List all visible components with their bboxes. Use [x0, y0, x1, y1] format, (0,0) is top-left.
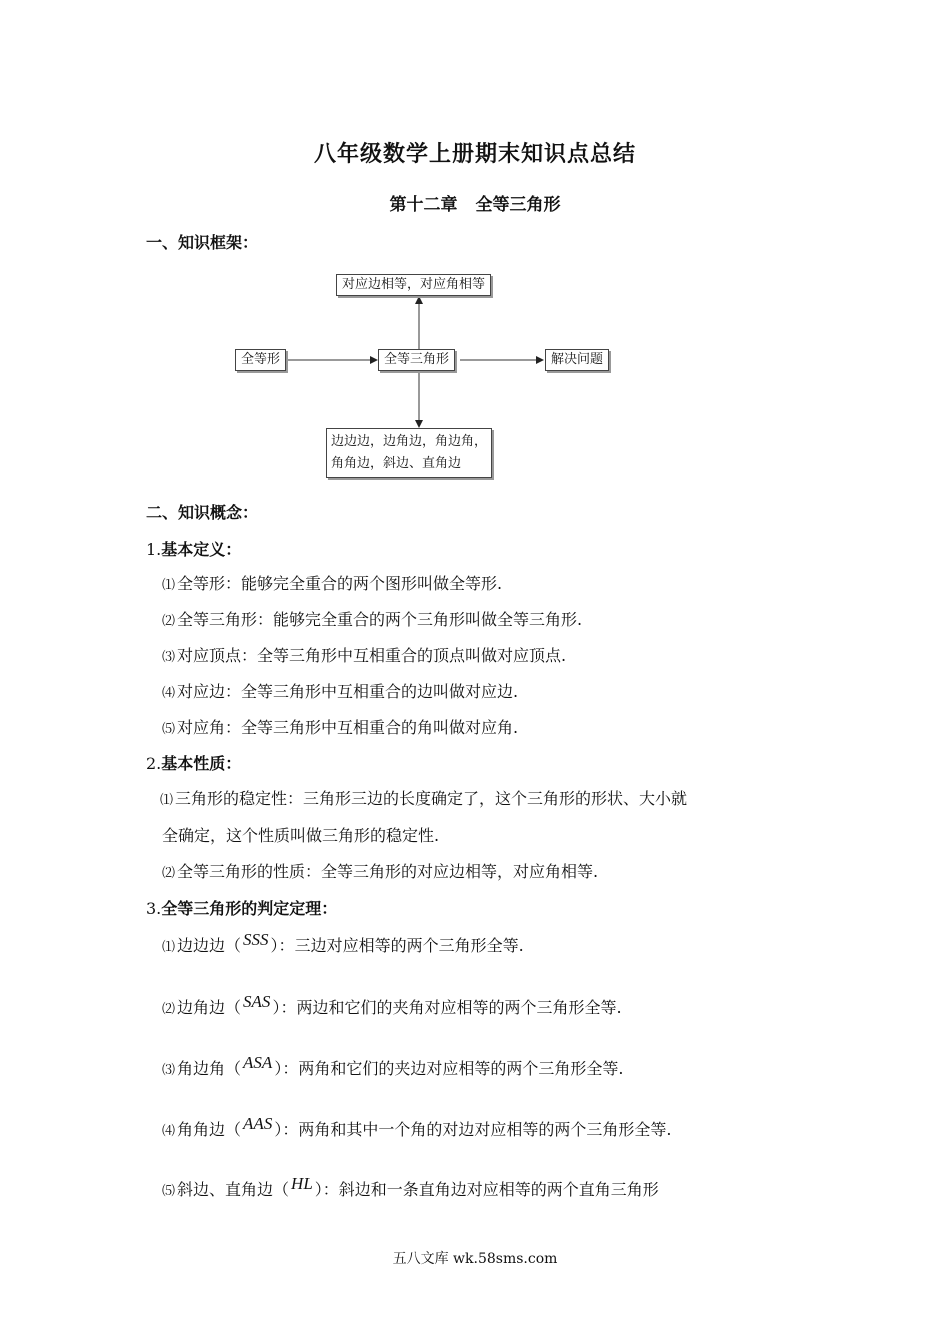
item-number: ⑷ [162, 686, 176, 701]
theorem-item: ⑶ 角边角（ ASA ）：两角和它们的夹边对应相等的两个三角形全等. [162, 1053, 624, 1078]
item-number: ⑴ [162, 940, 176, 955]
theorem-text: 三边对应相等的两个三角形全等. [294, 936, 524, 955]
basic-properties-title: 基本性质： [161, 754, 242, 773]
item-number: ⑴ [160, 793, 174, 808]
item-number: ⑸ [162, 722, 176, 737]
theorem-name: 斜边、直角边 [177, 1180, 274, 1199]
theorems-number: 3. [146, 899, 162, 918]
item-text: 全等形：能够完全重合的两个图形叫做全等形. [177, 574, 503, 593]
chapter-name: 全等三角形 [475, 195, 561, 215]
basic-definitions-title: 基本定义： [161, 540, 242, 559]
item-number: ⑶ [162, 1063, 176, 1078]
item-number: ⑷ [162, 1124, 176, 1139]
item-number: ⑵ [162, 614, 176, 629]
diagram-bottom-line1: 边边边，边角边，角边角， [331, 434, 488, 449]
definition-item [162, 607, 582, 630]
chapter-heading [0, 190, 950, 215]
theorem-abbr: ASA [243, 1053, 273, 1072]
theorem-item: ⑸ 斜边、直角边（ HL ）：斜边和一条直角边对应相等的两个直角三角形 [162, 1174, 659, 1199]
definition-item [162, 571, 502, 594]
property-item-2 [162, 859, 598, 882]
item-text: 全等三角形：能够完全重合的两个三角形叫做全等三角形. [177, 610, 583, 629]
theorem-abbr: SSS [243, 930, 269, 949]
theorem-abbr: AAS [243, 1114, 273, 1133]
diagram-box-center: 全等三角形 [378, 349, 455, 371]
section-knowledge-concepts: 二、知识概念： [146, 503, 259, 522]
theorem-name: 边角边 [177, 998, 226, 1017]
page-title: 八年级数学上册期末知识点总结 [313, 141, 636, 167]
theorem-abbr: SAS [243, 992, 271, 1011]
chapter-label: 第十二章 [389, 195, 458, 215]
basic-properties-number: 2. [146, 754, 162, 773]
definition-item [162, 715, 518, 738]
theorem-name: 角角边 [177, 1120, 226, 1139]
item-text: 对应边：全等三角形中互相重合的边叫做对应边. [177, 682, 519, 701]
theorem-name: 边边边 [177, 936, 226, 955]
diagram-box-top: 对应边相等，对应角相等 [336, 274, 491, 296]
theorems-heading [146, 896, 337, 919]
property-item-1-line2: 全确定，这个性质叫做三角形的稳定性. [162, 826, 440, 845]
theorem-text: 两角和它们的夹边对应相等的两个三角形全等. [298, 1059, 624, 1078]
item-text: 对应角：全等三角形中互相重合的角叫做对应角. [177, 718, 519, 737]
item-number: ⑴ [162, 578, 176, 593]
basic-definitions-heading [146, 537, 241, 560]
theorem-item: ⑴ 边边边（ SSS ）：三边对应相等的两个三角形全等. [162, 930, 524, 955]
theorem-item: ⑷ 角角边（ AAS ）：两角和其中一个角的对边对应相等的两个三角形全等. [162, 1114, 672, 1139]
definition-item [162, 679, 518, 702]
footer-watermark: 五八文库 wk.58sms.com [392, 1251, 558, 1267]
theorem-item: ⑵ 边角边（ SAS ）：两边和它们的夹角对应相等的两个三角形全等. [162, 992, 622, 1017]
item-number: ⑵ [162, 1002, 176, 1017]
theorem-abbr: HL [291, 1174, 313, 1193]
theorem-text: 两边和它们的夹角对应相等的两个三角形全等. [296, 998, 622, 1017]
item-text: 三角形的稳定性：三角形三边的长度确定了，这个三角形的形状、大小就 [175, 789, 688, 808]
diagram-bottom-line2: 角角边，斜边、直角边 [331, 456, 462, 471]
diagram-box-left: 全等形 [235, 349, 286, 371]
definition-item [162, 643, 566, 666]
property-item-1-line1 [160, 786, 687, 809]
basic-definitions-number: 1. [146, 540, 162, 559]
section-knowledge-framework: 一、知识框架： [146, 233, 259, 252]
theorems-title: 全等三角形的判定定理： [161, 899, 338, 918]
item-text: 对应顶点：全等三角形中互相重合的顶点叫做对应顶点. [177, 646, 567, 665]
theorem-text: 斜边和一条直角边对应相等的两个直角三角形 [338, 1180, 659, 1199]
item-number: ⑸ [162, 1184, 176, 1199]
theorem-name: 角边角 [177, 1059, 226, 1078]
basic-properties-heading [146, 751, 241, 774]
diagram-box-right: 解决问题 [545, 349, 609, 371]
theorem-text: 两角和其中一个角的对边对应相等的两个三角形全等. [298, 1120, 672, 1139]
item-text: 全等三角形的性质：全等三角形的对应边相等，对应角相等. [177, 862, 599, 881]
diagram-box-bottom [326, 428, 492, 478]
item-number: ⑵ [162, 866, 176, 881]
item-number: ⑶ [162, 650, 176, 665]
